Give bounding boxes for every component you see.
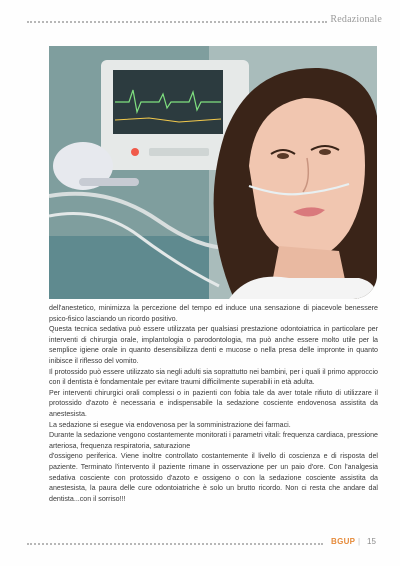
patient-sedation-photo xyxy=(49,46,377,299)
footer-dotted-rule xyxy=(27,543,323,545)
article-body xyxy=(49,303,378,504)
body-paragraph: La sedazione si esegue via endovenosa per la somministrazione dei farmaci. xyxy=(49,420,291,429)
body-paragraph: Durante la sedazione vengono costantemente monitorati i parametri vitali: frequenza cardiaca, pressione arteriosa, frequenza respiratoria, saturazione xyxy=(49,431,378,450)
body-paragraph: d'ossigeno periferica. Viene inoltre controllato costantemente il livello di coscienza e di risposta del paziente. Terminato l'intervento il paziente rimane in osservazione per un paio d'ore. Con l'analgesia sedativa cosciente con protossido d'azoto e ossigeno o con la sedazione cosciente assistita da anestesista, la paura delle cure odontoiatriche è solo un brutto ricordo. Non ci resta che andare dal dentista...con il sorriso!!! xyxy=(49,452,378,503)
body-paragraph: dell'anestetico, minimizza la percezione del tempo ed induce una sensazione di piacevole benessere psico-fisico lasciando un ricordo positivo. xyxy=(49,304,378,323)
photo-illustration xyxy=(49,46,377,299)
page-footer xyxy=(27,537,382,549)
page-header xyxy=(27,14,382,28)
body-paragraph: Il protossido può essere utilizzato sia negli adulti sia soprattutto nei bambini, per i quali il primo approccio con il dentista è fondamentale per evitare traumi difficilmente superabili in età adulta. xyxy=(49,367,378,387)
section-label: Redazionale xyxy=(330,14,382,25)
footer-separator: | xyxy=(358,537,361,546)
page-number: 15 xyxy=(367,537,376,546)
footer-brand: BGUP xyxy=(331,537,356,546)
header-dotted-rule xyxy=(27,21,327,23)
body-paragraph: Per interventi chirurgici orali complessi o in pazienti con fobia tale da aver totale rifiuto di utilizzare il protossido d'azoto è necessaria e indispensabile la sedazione cosciente endovenosa assistita da anestesista. xyxy=(49,388,378,418)
body-paragraph: Questa tecnica sedativa può essere utilizzata per qualsiasi prestazione odontoiatrica in particolare per interventi di chirurgia orale, implantologia o parodontologia, ma può anche essere molto utile per la semplice igiene orale in quanto desensibilizza denti e mucose o nella presa delle impronte in quanto inibisce il riflesso del vomito. xyxy=(49,325,378,365)
